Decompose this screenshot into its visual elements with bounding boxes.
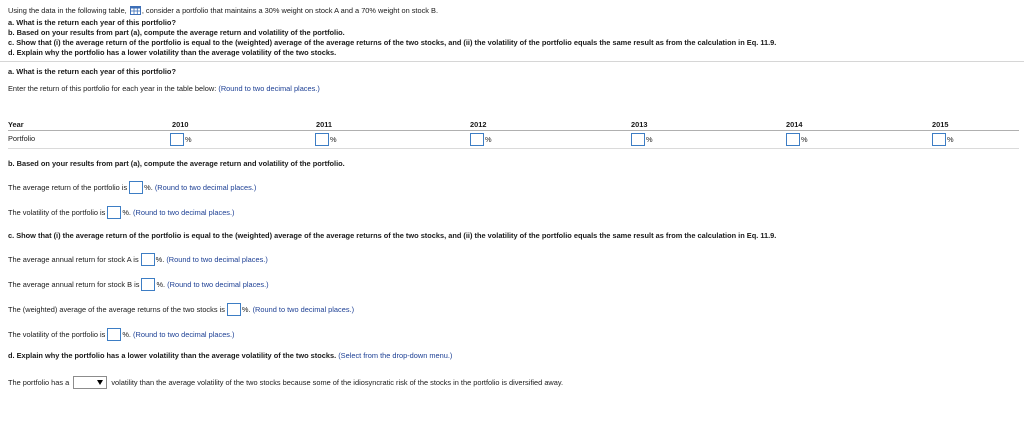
avg-return-row: The average return of the portfolio is %. (Round to two decimal places.) (8, 183, 257, 192)
chevron-down-icon[interactable] (97, 380, 103, 385)
intro-text: Using the data in the following table, , consider a portfolio that maintains a 30% weight on stock A and a 70% weight on stock B. (8, 6, 439, 15)
avg-return-input[interactable] (129, 181, 143, 194)
divider (0, 61, 1024, 62)
stock-a-return-input[interactable] (141, 253, 155, 266)
table-row-label: Portfolio (8, 134, 36, 143)
answer-box[interactable] (932, 133, 946, 146)
weighted-average-input[interactable] (227, 303, 241, 316)
answer-box[interactable] (170, 133, 184, 146)
round-hint: (Round to two decimal places.) (154, 183, 257, 192)
table-header-year: 2012 (470, 120, 487, 129)
table-header-year: 2014 (786, 120, 803, 129)
stock-b-return-row: The average annual return for stock B is %. (Round to two decimal places.) (8, 280, 269, 289)
weighted-average-row: The (weighted) average of the average returns of the two stocks is %. (Round to two decimal places.) (8, 305, 355, 314)
volatility-dropdown[interactable] (73, 376, 107, 389)
stock-b-return-input[interactable] (141, 278, 155, 291)
round-hint: (Round to two decimal places.) (133, 330, 235, 339)
round-hint: (Round to two decimal places.) (252, 305, 355, 314)
part-a-heading: a. What is the return each year of this portfolio? (8, 67, 176, 76)
table-row-rule (8, 148, 1019, 149)
table-header-year: 2010 (172, 120, 189, 129)
table-grid-icon[interactable] (130, 6, 141, 15)
part-d-heading: d. Explain why the portfolio has a lower volatility than the average volatility of the two stocks. (8, 351, 337, 360)
answer-box[interactable] (786, 133, 800, 146)
portfolio-2014-input[interactable]: % (786, 133, 808, 146)
question-c: c. Show that (i) the average return of the portfolio is equal to the (weighted) average of the average returns of the two stocks, and (ii) the volatility of the portfolio equals the same result as from the calculation in Eq. 11.9. (8, 38, 777, 47)
table-header-year: 2015 (932, 120, 949, 129)
table-header-rule (8, 130, 1019, 131)
table-header-year: Year (8, 120, 24, 129)
portfolio-volatility-input[interactable] (107, 328, 121, 341)
part-a-instruction: Enter the return of this portfolio for each year in the table below: (Round to two decimal places.) (8, 84, 320, 93)
answer-box[interactable] (315, 133, 329, 146)
table-header-year: 2011 (316, 120, 333, 129)
part-d-answer-row: The portfolio has a volatility than the average volatility of the two stocks because some of the idiosyncratic risk of the stocks in the portfolio is diversified away. (8, 378, 564, 387)
round-hint: (Round to two decimal places.) (167, 280, 269, 289)
question-d: d. Explain why the portfolio has a lower volatility than the average volatility of the two stocks. (8, 48, 337, 57)
question-b: b. Based on your results from part (a), compute the average return and volatility of the portfolio. (8, 28, 345, 37)
round-hint: (Round to two decimal places.) (133, 208, 235, 217)
portfolio-2013-input[interactable]: % (631, 133, 653, 146)
portfolio-2011-input[interactable]: % (315, 133, 337, 146)
portfolio-volatility-row: The volatility of the portfolio is %. (Round to two decimal places.) (8, 330, 235, 339)
portfolio-2010-input[interactable]: % (170, 133, 192, 146)
question-a: a. What is the return each year of this portfolio? (8, 18, 176, 27)
table-header-year: 2013 (631, 120, 648, 129)
stock-a-return-row: The average annual return for stock A is %. (Round to two decimal places.) (8, 255, 268, 264)
dropdown-hint: (Select from the drop-down menu.) (338, 351, 453, 360)
answer-box[interactable] (631, 133, 645, 146)
part-d-heading-row (8, 351, 452, 360)
volatility-input[interactable] (107, 206, 121, 219)
part-c-heading: c. Show that (i) the average return of the portfolio is equal to the (weighted) average of the average returns of the two stocks, and (ii) the volatility of the portfolio equals the same result as from the calculation in Eq. 11.9. (8, 231, 777, 240)
portfolio-2015-input[interactable]: % (932, 133, 954, 146)
portfolio-2012-input[interactable]: % (470, 133, 492, 146)
round-hint: (Round to two decimal places.) (218, 84, 320, 93)
answer-box[interactable] (470, 133, 484, 146)
volatility-row: The volatility of the portfolio is %. (Round to two decimal places.) (8, 208, 235, 217)
round-hint: (Round to two decimal places.) (166, 255, 268, 264)
part-b-heading: b. Based on your results from part (a), compute the average return and volatility of the portfolio. (8, 159, 345, 168)
